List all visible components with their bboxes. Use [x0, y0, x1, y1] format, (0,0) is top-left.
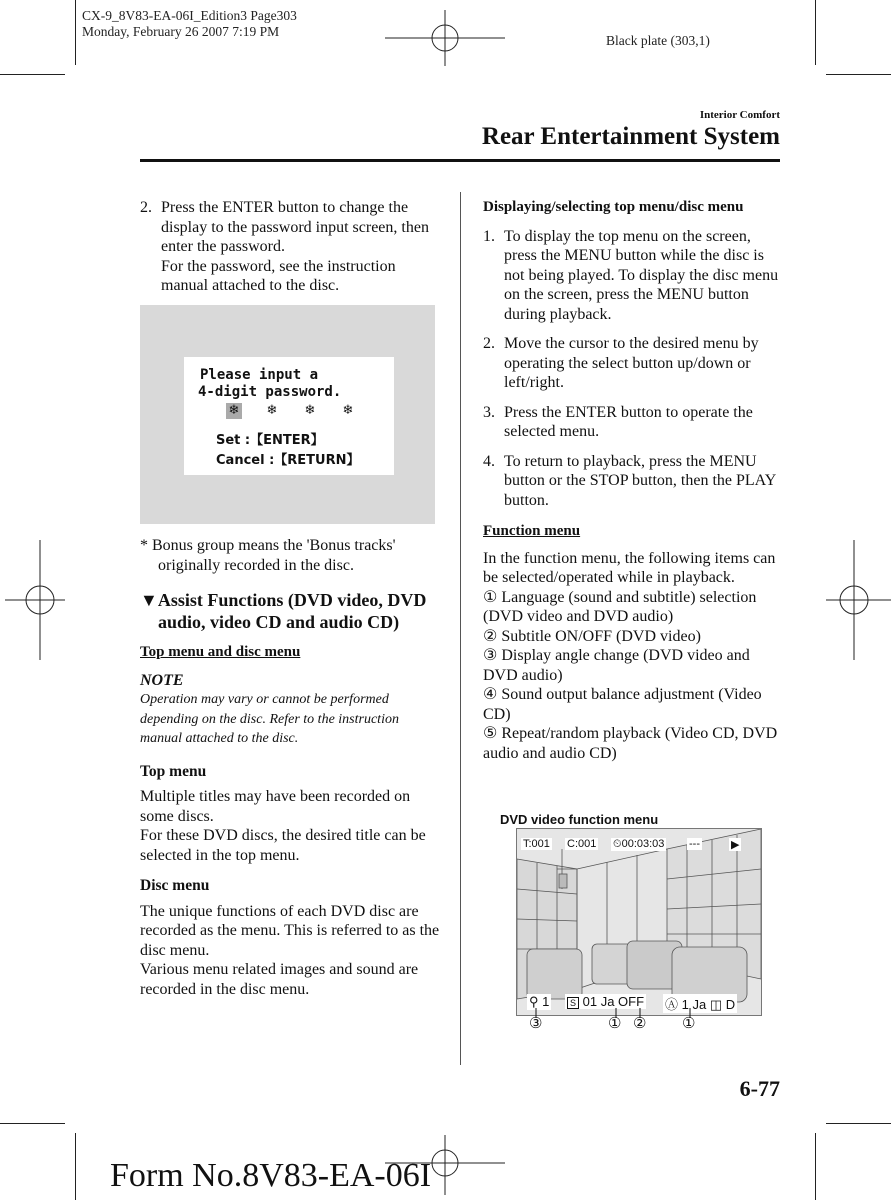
play-icon: ▶ [731, 839, 740, 851]
dolby-value: D [725, 997, 736, 1012]
assist-functions-heading: ▼Assist Functions (DVD video, DVD audio, video CD and audio CD) [140, 590, 427, 632]
footnote: * Bonus group means the 'Bonus tracks' originally recorded in the disc. [140, 537, 396, 574]
password-digit: ❄ [266, 403, 278, 418]
title-number: T:001 [523, 838, 550, 850]
crop-mark [826, 1123, 891, 1124]
crop-mark [815, 1133, 816, 1200]
disc-menu-heading: Disc menu [140, 877, 210, 894]
display-steps [483, 227, 783, 511]
slug-line-1: CX-9_8V83-EA-06I_Edition3 Page303 [82, 8, 297, 23]
audio-language-icon: Ⓐ [665, 997, 679, 1012]
repeat-indicator: --- [689, 838, 700, 850]
chapter-number: C:001 [567, 838, 597, 850]
step-text: Press the ENTER button to operate the selected menu. [504, 403, 753, 440]
registration-mark-left [5, 540, 65, 660]
step-number: 4. [483, 452, 495, 470]
page-number: 6-77 [739, 1076, 780, 1101]
display-step [483, 403, 783, 442]
crop-mark [75, 1133, 76, 1200]
step-number: 3. [483, 403, 495, 421]
set-enter-label: Set :【ENTER】 [216, 433, 324, 448]
function-item: ② Subtitle ON/OFF (DVD video) [483, 627, 701, 645]
password-prompt-line1: Please input a [200, 367, 319, 383]
step-text: Press the ENTER button to change the display to the password input screen, then enter the password. [161, 199, 429, 255]
cancel-return-label: Cancel :【RETURN】 [216, 453, 360, 468]
crop-mark [815, 0, 816, 65]
registration-mark-top [385, 10, 505, 66]
function-item: ③ Display angle change (DVD video and DVD audio) [483, 647, 750, 684]
step-text: To display the top menu on the screen, press the MENU button while the disc is not being played. To display the disc menu on the screen, press the MENU button during playback. [504, 227, 779, 323]
right-column [483, 198, 783, 763]
slug-line-2: Monday, February 26 2007 7:19 PM [82, 24, 280, 39]
dvd-top-status-bar [517, 835, 761, 855]
time-value: 00:03:03 [621, 838, 665, 850]
step-text: Move the cursor to the desired menu by operating the select button up/down or left/right. [504, 335, 759, 391]
dolby-icon: ◫ [709, 997, 723, 1012]
function-item: ① Language (sound and subtitle) selection (DVD video and DVD audio) [483, 588, 757, 625]
step-number: 1. [483, 227, 495, 245]
audio-value: 1 Ja [681, 997, 707, 1012]
top-menu-paragraph-2: For these DVD discs, the desired title can be selected in the top menu. [140, 827, 426, 864]
callout-1-audio: ① [682, 1016, 696, 1032]
subtitle-icon: S [567, 997, 579, 1009]
step-number: 2. [483, 335, 495, 352]
display-step [483, 452, 783, 511]
column-divider [460, 192, 461, 1065]
disc-menu-paragraph-1: The unique functions of each DVD disc are recorded as the menu. This is referred to as the disc menu. [140, 902, 440, 959]
function-item: ④ Sound output balance adjustment (Video CD) [483, 686, 762, 723]
print-slug [82, 8, 297, 40]
step-2 [140, 198, 440, 296]
elapsed-time [611, 838, 666, 851]
callout-2: ② [633, 1016, 647, 1032]
clock-icon: ⏲ [613, 838, 622, 850]
password-digit: ❄ [304, 403, 316, 418]
header-rule [140, 159, 780, 162]
password-digit: ❄ [342, 403, 354, 418]
street-scene-illustration [517, 829, 761, 1015]
crop-mark [75, 0, 76, 65]
step-text: To return to playback, press the MENU button or the STOP button, then the PLAY button. [504, 452, 776, 509]
display-top-menu-heading: Displaying/selecting top menu/disc menu [483, 199, 744, 215]
function-menu-intro: In the function menu, the following items can be selected/operated while in playback. [483, 549, 776, 586]
disc-menu-paragraph-2: Various menu related images and sound are recorded in the disc menu. [140, 961, 419, 998]
subtitle-value: 01 Ja OFF [582, 994, 645, 1009]
password-prompt-line2: 4-digit password. [198, 384, 342, 400]
top-menu-disc-menu-heading: Top menu and disc menu [140, 644, 301, 660]
callout-3: ③ [529, 1016, 543, 1032]
function-item: ⑤ Repeat/random playback (Video CD, DVD audio and audio CD) [483, 725, 778, 762]
crop-mark [0, 1123, 65, 1124]
top-menu-heading: Top menu [140, 762, 207, 780]
crop-mark [0, 74, 65, 75]
subtitle-setting [565, 994, 646, 1009]
password-digit-selected: ❄ [226, 403, 242, 419]
step-note: For the password, see the instruction manual attached to the disc. [161, 257, 396, 294]
form-number: Form No.8V83-EA-06I [110, 1157, 432, 1194]
camera-angle-icon: ⚲ [529, 994, 539, 1009]
display-step [483, 334, 783, 393]
password-digits [226, 403, 378, 419]
registration-mark-right [826, 540, 891, 660]
section-label: Interior Comfort [699, 109, 780, 121]
crop-mark [826, 74, 891, 75]
angle-value: 1 [542, 994, 550, 1009]
dvd-function-menu-screen [516, 828, 762, 1016]
password-input-screen [184, 357, 394, 475]
callout-1: ① [608, 1016, 622, 1032]
dvd-figure-caption: DVD video function menu [500, 812, 659, 827]
display-step [483, 227, 783, 325]
black-plate-label: Black plate (303,1) [606, 33, 710, 48]
function-menu-heading: Function menu [483, 523, 581, 539]
page-title: Rear Entertainment System [481, 123, 780, 150]
top-menu-paragraph-1: Multiple titles may have been recorded on some discs. [140, 788, 411, 825]
left-column-lower [140, 536, 440, 999]
left-column [140, 198, 440, 296]
note-label: NOTE [140, 671, 184, 689]
note-text: Operation may vary or cannot be performed depending on the disc. Refer to the instruction manual attached to the disc. [140, 692, 399, 746]
step-number: 2. [140, 199, 152, 216]
